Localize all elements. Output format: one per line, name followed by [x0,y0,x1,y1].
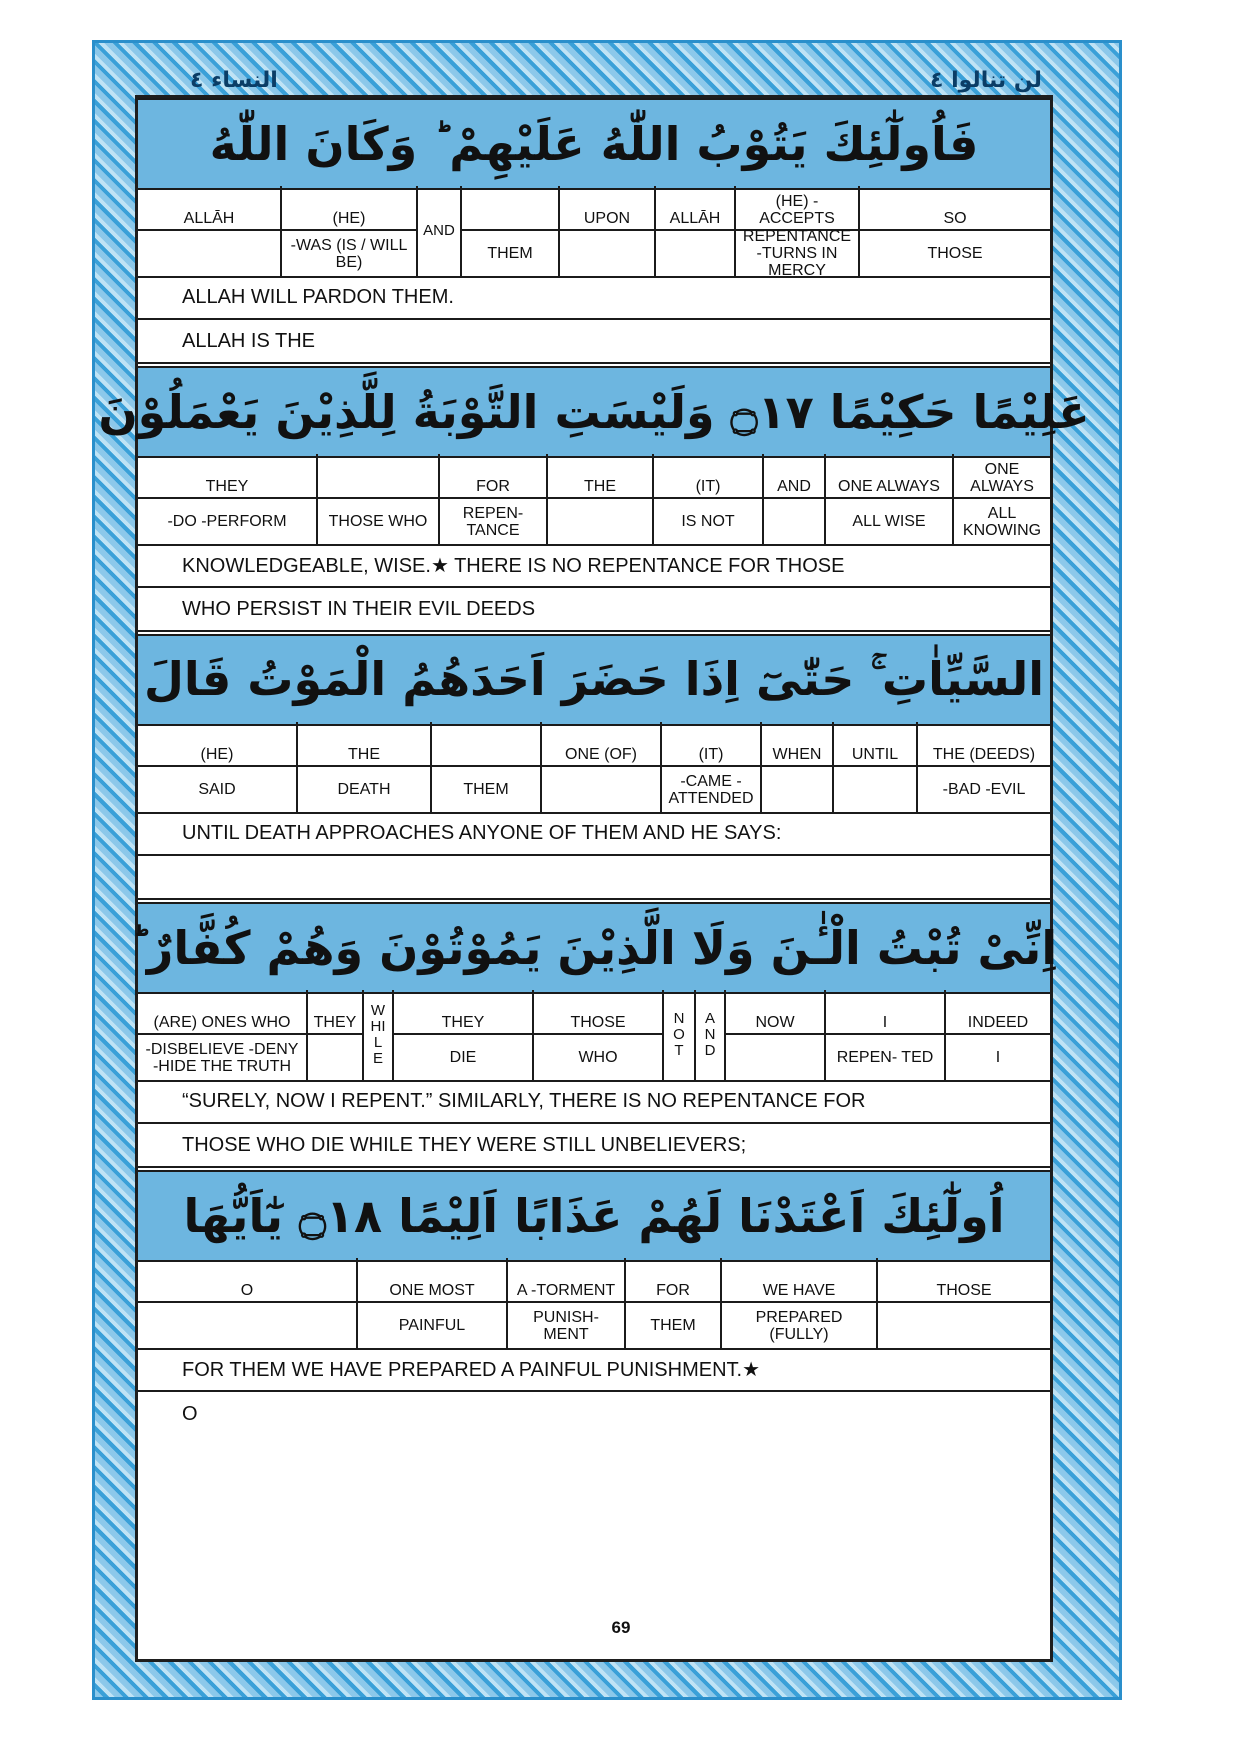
translation-line: KNOWLEDGEABLE, WISE.★ THERE IS NO REPENTANCE FOR THOSE [138,544,1050,588]
word-cell: (HE) -ACCEPTS REPENTANCE -TURNS IN MERCY [736,186,860,276]
translation-line: THOSE WHO DIE WHILE THEY WERE STILL UNBELIEVERS; [138,1124,1050,1168]
word-cell: AND [764,454,826,544]
word-cell: THEY DIE [394,990,534,1080]
word-cell: ONE (OF) [542,722,662,812]
page-content-area [98,95,1090,1662]
word-cell: WHEN [762,722,834,812]
word-cell: ALLĀH [656,186,736,276]
word-cell: THEM [462,186,560,276]
word-cell: O [138,1258,358,1348]
translation-line: “SURELY, NOW I REPENT.” SIMILARLY, THERE IS NO REPENTANCE FOR [138,1080,1050,1124]
word-cell: THOSE WHO [534,990,664,1080]
word-cell: THEY -DO -PERFORM [138,454,318,544]
translation-line: WHO PERSIST IN THEIR EVIL DEEDS [138,588,1050,632]
translation-line: ALLAH IS THE [138,320,1050,364]
word-cell: THEM [432,722,542,812]
translation-line: O [182,1402,198,1425]
word-cell: (HE) -WAS (IS / WILL BE) [282,186,418,276]
word-cell: THOSE [878,1258,1050,1348]
translation-line: FOR THEM WE HAVE PREPARED A PAINFUL PUNISHMENT.★ [138,1348,1050,1392]
arabic-line: فَاُولٰٓئِكَ يَتُوْبُ اللّٰهُ عَلَيْهِمْ ؕ وَكَانَ اللّٰهُ [138,98,1050,190]
translation-line: UNTIL DEATH APPROACHES ANYONE OF THEM AND HE SAYS: [138,812,1050,856]
word-cell: ONE ALWAYS ALL KNOWING [954,454,1050,544]
word-cell: (HE) SAID [138,722,298,812]
word-cell: (IT) -CAME -ATTENDED [662,722,762,812]
word-cell: UNTIL [834,722,918,812]
arabic-line: اِنِّىْ تُبْتُ الْـٰٔنَ وَلَا الَّذِيْنَ يَمُوْتُوْنَ وَهُمْ كُفَّارٌ ؕ [138,902,1050,994]
word-cell: THE (DEEDS) -BAD -EVIL [918,722,1050,812]
word-cell: NOW [726,990,826,1080]
word-cell: A -TORMENT PUNISH- MENT [508,1258,626,1348]
word-cell: FOR REPEN- TANCE [440,454,548,544]
arabic-line: اُولٰٓئِكَ اَعْتَدْنَا لَهُمْ عَذَابًا اَلِيْمًا ۝١٨ يٰٓاَيُّهَا [138,1170,1050,1262]
surah-name-right: لن تنالوا ٤ [930,68,1042,93]
word-grid [138,454,1050,546]
word-cell: ONE MOST PAINFUL [358,1258,508,1348]
word-cell: UPON [560,186,656,276]
word-grid [138,1258,1050,1350]
word-cell: WHILE [364,990,394,1080]
page-number: 69 [611,1618,631,1637]
word-cell: THOSE WHO [318,454,440,544]
word-cell: AND [418,186,462,276]
word-grid [138,186,1050,278]
word-cell: INDEED I [946,990,1050,1080]
word-cell: FOR THEM [626,1258,722,1348]
word-cell: THEY [308,990,364,1080]
arabic-line: عَلِيْمًا حَكِيْمًا ۝١٧ وَلَيْسَتِ التَّوْبَةُ لِلَّذِيْنَ يَعْمَلُوْنَ [138,366,1050,458]
word-grid [138,990,1050,1082]
word-cell: WE HAVE PREPARED (FULLY) [722,1258,878,1348]
word-cell: NOT [664,990,696,1080]
word-cell: I REPEN- TED [826,990,946,1080]
translation-line [138,856,1050,900]
word-cell: THE DEATH [298,722,432,812]
surah-name-left: النساء ٤ [190,68,278,93]
translation-line: ALLAH WILL PARDON THEM. [138,276,1050,320]
word-cell: AND [696,990,726,1080]
word-cell: (IT) IS NOT [654,454,764,544]
word-cell: ONE ALWAYS ALL WISE [826,454,954,544]
word-cell: THE [548,454,654,544]
word-cell: SO THOSE [860,186,1050,276]
word-grid [138,722,1050,814]
word-cell: (ARE) ONES WHO -DISBELIEVE -DENY -HIDE THE TRUTH [138,990,308,1080]
arabic-line: السَّيِّاٰتِ ۚ حَتّٰىٓ اِذَا حَضَرَ اَحَدَهُمُ الْمَوْتُ قَالَ [138,634,1050,726]
word-cell: ALLĀH [138,186,282,276]
